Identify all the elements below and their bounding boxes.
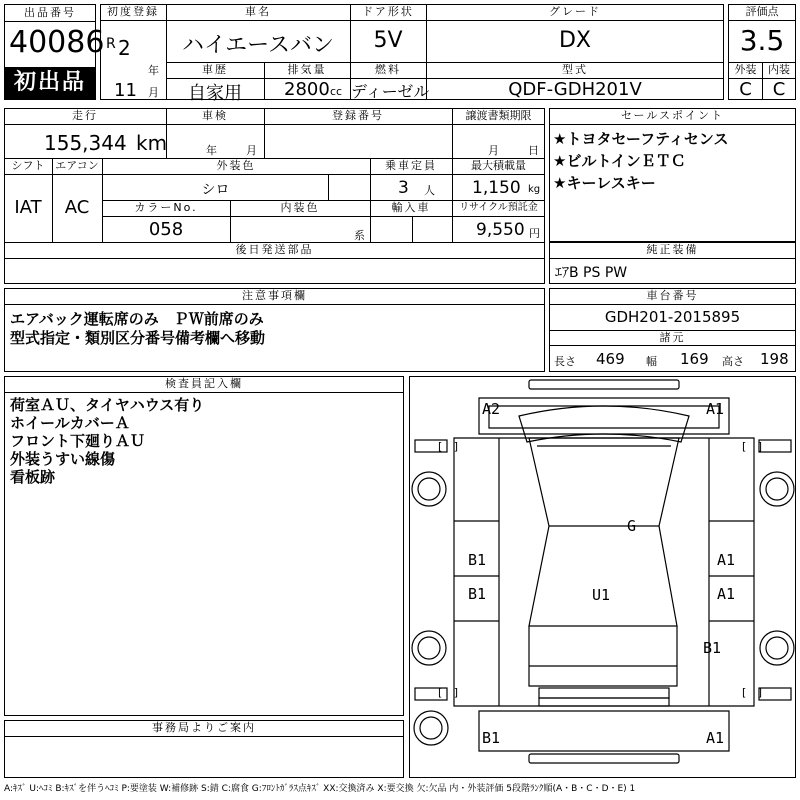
ac-label: エアコン — [53, 159, 101, 172]
door-label: ドア形状 — [351, 5, 425, 18]
legend: A:ｷｽﾞ U:ﾍｺﾐ B:ｷｽﾞを伴うﾍｺﾐ P:要塗装 W:補修跡 S:錆 C:腐食 G:ﾌﾛﾝﾄｶﾞﾗｽ点ｷｽﾞ XX:交換済み X:要交換 欠:欠品 内・外装評価 5段階ﾗﾝｸ順(A・B・C・D・E) 1 — [4, 784, 636, 794]
max-load-unit: kg — [528, 184, 541, 195]
displacement-label: 排気量 — [265, 63, 349, 76]
reg-no-label: 登録番号 — [265, 109, 451, 122]
interior-label: 内装 — [763, 63, 795, 76]
height: 198 — [760, 350, 789, 368]
car-name: ハイエースバン — [181, 33, 335, 58]
mark-right-rear-wheel: B1 — [703, 639, 722, 657]
caution-line-1: エアバック運転席のみ ＰＷ前席のみ — [10, 310, 264, 328]
length: 469 — [596, 350, 625, 368]
chassis-label: 車台番号 — [550, 289, 795, 302]
length-label: 長さ — [554, 355, 576, 368]
import-label: 輸入車 — [371, 201, 451, 214]
mark-left-rear-door: B1 — [468, 585, 487, 603]
displacement-unit: cc — [330, 85, 343, 98]
later-parts-label: 後日発送部品 — [5, 243, 544, 256]
shift: IAT — [14, 197, 42, 218]
mileage-unit: km — [136, 131, 168, 155]
year-unit: 年 — [148, 64, 159, 77]
score: 3.5 — [739, 24, 785, 57]
interior-grade: C — [772, 79, 786, 100]
fuel-label: 燃料 — [351, 63, 425, 76]
van-outline-diagram — [409, 376, 796, 778]
model-label: 型式 — [427, 63, 723, 76]
sales-point-1: ★トヨタセーフティセンス — [553, 130, 729, 148]
mark-rear-left: B1 — [482, 729, 501, 747]
capacity-unit: 人 — [424, 184, 435, 197]
grade-label: グレード — [427, 5, 723, 18]
office-label: 事務局よりご案内 — [5, 721, 403, 734]
first-reg-year: 2 — [118, 36, 131, 60]
mark-front-right: A1 — [706, 400, 725, 418]
first-listing-badge: 初出品 — [5, 67, 95, 99]
mark-right-front-door: A1 — [717, 551, 736, 569]
sales-point-3: ★キーレスキー — [553, 174, 656, 192]
era: R — [106, 36, 116, 52]
car-name-label: 車名 — [167, 5, 349, 18]
mileage-label: 走行 — [5, 109, 165, 122]
ac: AC — [64, 197, 90, 218]
mileage: 155,344 — [44, 131, 127, 155]
door-type: 5V — [373, 28, 403, 53]
mark-left-front-door: B1 — [468, 551, 487, 569]
inspector-line-4: 外装うすい線傷 — [10, 450, 116, 468]
bracket-right-2: [ ] — [742, 686, 767, 699]
mark-rear-right: A1 — [706, 729, 725, 747]
caution-label: 注意事項欄 — [5, 289, 544, 302]
first-reg-label: 初度登録 — [101, 5, 165, 18]
inspector-line-2: ホイールカバーＡ — [10, 414, 130, 432]
transfer-label: 譲渡書類期限 — [453, 109, 544, 122]
history-label: 車歴 — [167, 63, 263, 76]
sales-points-label: セールスポイント — [550, 109, 795, 122]
max-load: 1,150 — [472, 178, 521, 198]
inspector-label: 検査員記入欄 — [5, 377, 403, 390]
exterior-grade: C — [739, 79, 752, 100]
ext-color-label: 外装色 — [103, 159, 369, 172]
first-reg-month: 11 — [114, 80, 137, 101]
exterior-label: 外装 — [729, 63, 762, 76]
height-label: 高さ — [722, 355, 744, 368]
bracket-right-1: [ ] — [742, 440, 767, 453]
mark-roof: U1 — [592, 586, 611, 604]
bracket-left-2: [ ] — [438, 686, 463, 699]
shift-label: シフト — [5, 159, 51, 172]
grade: DX — [558, 28, 591, 53]
chassis-number: GDH201-2015895 — [604, 308, 741, 326]
spec-label: 諸元 — [550, 331, 795, 344]
max-load-label: 最大積載量 — [453, 159, 544, 172]
capacity-label: 乗車定員 — [371, 159, 451, 172]
mark-windshield: G — [627, 517, 637, 535]
lot-number-box — [4, 4, 105, 100]
width: 169 — [680, 350, 709, 368]
recycle-label: リサイクル預託金 — [453, 201, 544, 214]
capacity: 3 — [398, 178, 409, 198]
width-label: 幅 — [646, 355, 657, 368]
inspector-line-1: 荷室ＡＵ、タイヤハウス有り — [10, 396, 205, 414]
score-label: 評価点 — [729, 5, 795, 18]
sales-point-2: ★ビルトインＥＴＣ — [553, 152, 686, 170]
bracket-left-1: [ ] — [438, 440, 463, 453]
recycle-unit: 円 — [529, 227, 540, 240]
month-unit: 月 — [148, 86, 159, 99]
inspector-line-3: フロント下廻りＡＵ — [10, 432, 146, 450]
int-color-unit: 系 — [354, 229, 365, 242]
genuine-label: 純正装備 — [550, 243, 795, 256]
inspection-label: 車検 — [167, 109, 263, 122]
model-code: QDF-GDH201V — [508, 79, 642, 100]
inspection-month: 月 — [246, 144, 257, 157]
int-color-label: 内装色 — [231, 201, 369, 214]
displacement: 2800 — [284, 79, 330, 100]
history: 自家用 — [188, 83, 242, 104]
ext-color: シロ — [201, 182, 230, 198]
transfer-month: 月 — [488, 144, 499, 157]
mark-right-rear-door: A1 — [717, 585, 736, 603]
genuine-equipment: ｴｱB PS PW — [555, 265, 628, 281]
color-no: 058 — [148, 219, 184, 240]
lot-number: 40086 — [9, 25, 105, 60]
inspector-line-5: 看板跡 — [10, 468, 56, 486]
caution-line-2: 型式指定・類別区分番号備考欄へ移動 — [10, 329, 266, 347]
recycle-fee: 9,550 — [476, 220, 525, 240]
mark-front-left: A2 — [482, 400, 501, 418]
fuel: ディーゼル — [351, 82, 430, 101]
lot-number-label: 出品番号 — [5, 6, 95, 19]
transfer-day: 日 — [528, 144, 539, 157]
inspection-year: 年 — [206, 144, 217, 157]
color-no-label: カラーNo. — [103, 201, 229, 214]
